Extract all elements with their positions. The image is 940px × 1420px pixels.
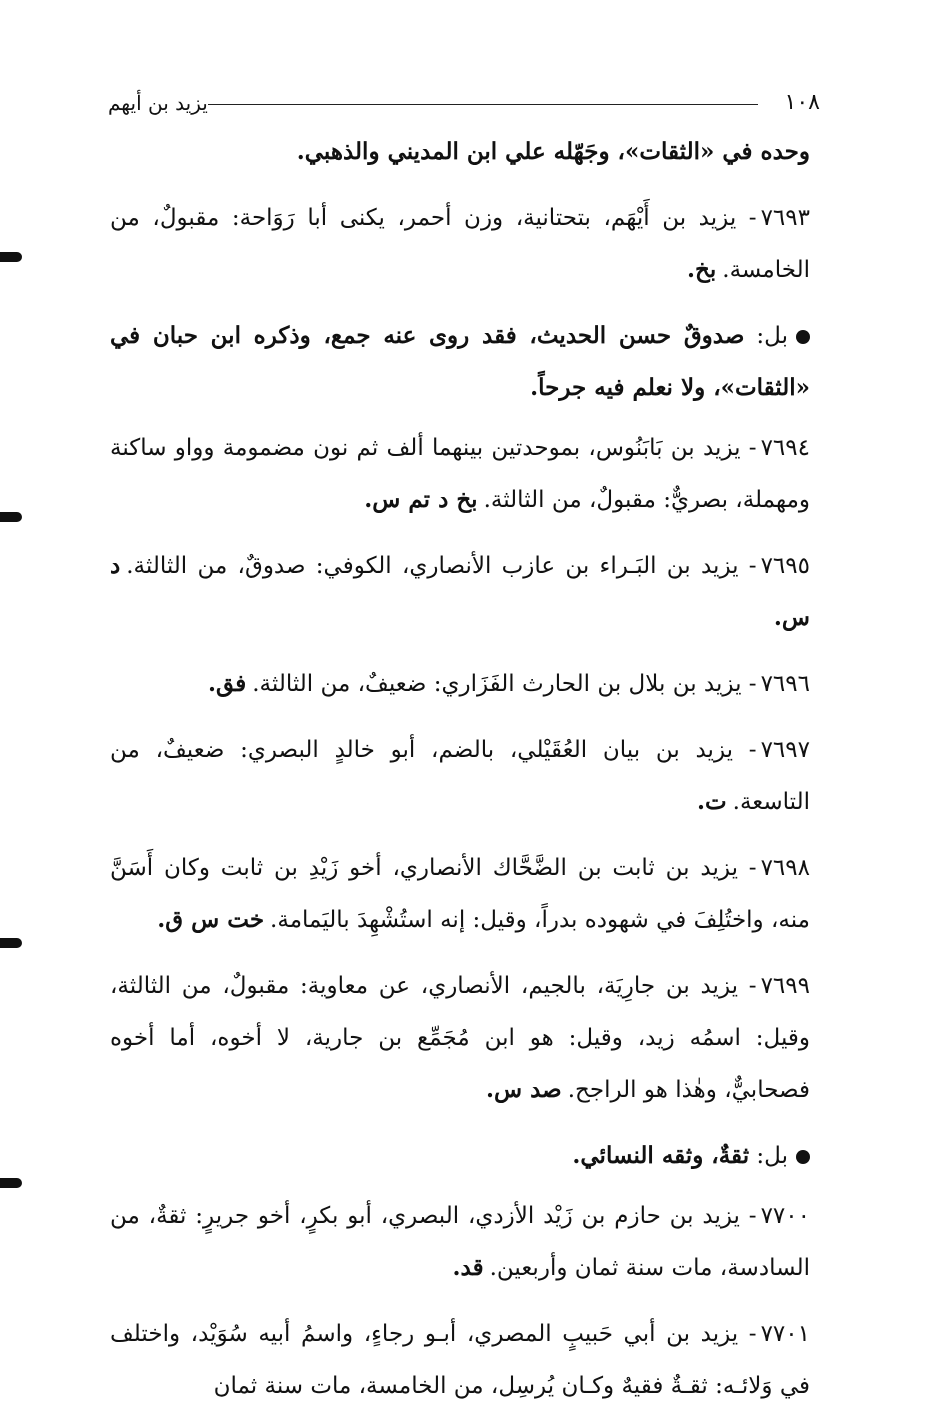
- entry-number: ٧٦٩٩: [760, 973, 810, 999]
- bullet-icon: [796, 330, 810, 344]
- entry-number: ٧٦٩٥: [760, 553, 810, 579]
- scan-edge-mark: [0, 252, 22, 262]
- entry-number: ٧٧٠٠: [760, 1203, 810, 1229]
- bullet-icon: [796, 1150, 810, 1164]
- entry-7693: [110, 192, 810, 296]
- entry-symbols: بخ د تم س.: [364, 486, 478, 513]
- entry-7694: [110, 422, 810, 526]
- note-text: ثقةٌ، وثقه النسائي.: [572, 1142, 750, 1169]
- entry-symbols: صد س.: [486, 1076, 562, 1103]
- entry-text: - يزيد بن بَابَنُوس، بموحدتين بينهما ألف ثم نون مضمومة وواو ساكنة ومهملة، بصريٌّ: مقبولٌ، من الثالثة.: [110, 435, 810, 513]
- note-text: صدوقٌ حسن الحديث، فقد روى عنه جمع، وذكره ابن حبان في «الثقات»، ولا نعلم فيه جرحاً.: [110, 322, 810, 401]
- note-prefix: بل:: [756, 1143, 788, 1169]
- entry-text: - يزيد بن أبي حَبيبٍ المصري، أبـو رجاءٍ، واسمُ أبيه سُوَيْد، واختلف في وَلائـه: ثقـةٌ فقيهٌ وكـان يُرسِل، من الخامسة، مات سنة ثمان: [110, 1321, 810, 1399]
- scan-edge-mark: [0, 938, 22, 948]
- entry-number: ٧٦٩٣: [760, 205, 810, 231]
- entry-text: - يزيد بن ثابت بن الضَّحَّاك الأنصاري، أخو زَيْدِ بن ثابت وكان أَسَنَّ منه، واختُلِفَ في شهوده بدراً، وقيل: إنه استُشْهِدَ باليَمامة.: [110, 855, 810, 933]
- entry-symbols: قد.: [452, 1254, 484, 1281]
- entry-7699: [110, 960, 810, 1116]
- running-title: يزيد بن أيهم: [108, 91, 208, 115]
- entry-number: ٧٦٩٤: [760, 435, 810, 461]
- page-number: ١٠٨: [784, 90, 820, 115]
- entry-text: - يزيد بن جارِيَة، بالجيم، الأنصاري، عن معاوية: مقبولٌ، من الثالثة، وقيل: اسمُه زيد، وقيل: هو ابن مُجَمِّع بن جارية، لا أخوه، أما أخوه فصحابيٌّ، وهٰذا هو الراجح.: [110, 973, 810, 1103]
- entry-text: - يزيد بن بلال بن الحارث الفَزَاري: ضعيفٌ، من الثالثة.: [252, 671, 757, 697]
- entry-text: - يزيد بن أَيْهَم، بتحتانية، وزن أحمر، يكنى أبا رَوَاحة: مقبولٌ، من الخامسة.: [110, 205, 810, 283]
- entry-7700: [110, 1190, 810, 1294]
- entry-7697: [110, 724, 810, 828]
- entry-symbols: د س.: [110, 552, 810, 631]
- entry-symbols: خت س ق.: [157, 906, 265, 933]
- header-rule: [208, 104, 758, 105]
- entry-number: ٧٧٠١: [760, 1321, 810, 1347]
- note-7693: [110, 310, 810, 414]
- entry-7698: [110, 842, 810, 946]
- scan-edge-mark: [0, 512, 22, 522]
- entry-symbols: فق.: [208, 670, 247, 697]
- entry-text: - يزيد بن بيان العُقَيْلي، بالضم، أبو خالدٍ البصري: ضعيفٌ، من التاسعة.: [110, 737, 810, 815]
- entry-symbols: ت.: [696, 788, 727, 815]
- entry-7696: [110, 658, 810, 710]
- entry-number: ٧٦٩٧: [760, 737, 810, 763]
- entry-number: ٧٦٩٨: [760, 855, 810, 881]
- entry-text: - يزيد بن حازم بن زَيْد الأزدي، البصري، أبو بكرٍ، أخو جريرٍ: ثقةٌ، من السادسة، مات سنة ثمان وأربعين.: [110, 1203, 810, 1281]
- entry-text: - يزيد بن البَـراء بن عازب الأنصاري، الكوفي: صدوقٌ، من الثالثة.: [126, 553, 757, 579]
- note-prefix: بل:: [756, 323, 788, 349]
- note-7699: [110, 1130, 810, 1182]
- entry-7701: [110, 1308, 810, 1412]
- scan-edge-mark: [0, 1178, 22, 1188]
- page-body: [110, 126, 810, 1420]
- page-header: [108, 88, 820, 118]
- entry-number: ٧٦٩٦: [760, 671, 810, 697]
- entry-symbols: بخ.: [687, 256, 717, 283]
- entry-7695: [110, 540, 810, 644]
- entry-continuation: [110, 126, 810, 178]
- entry-text: وحده في «الثقات»، وجَهّله علي ابن المديني والذهبي.: [296, 138, 810, 165]
